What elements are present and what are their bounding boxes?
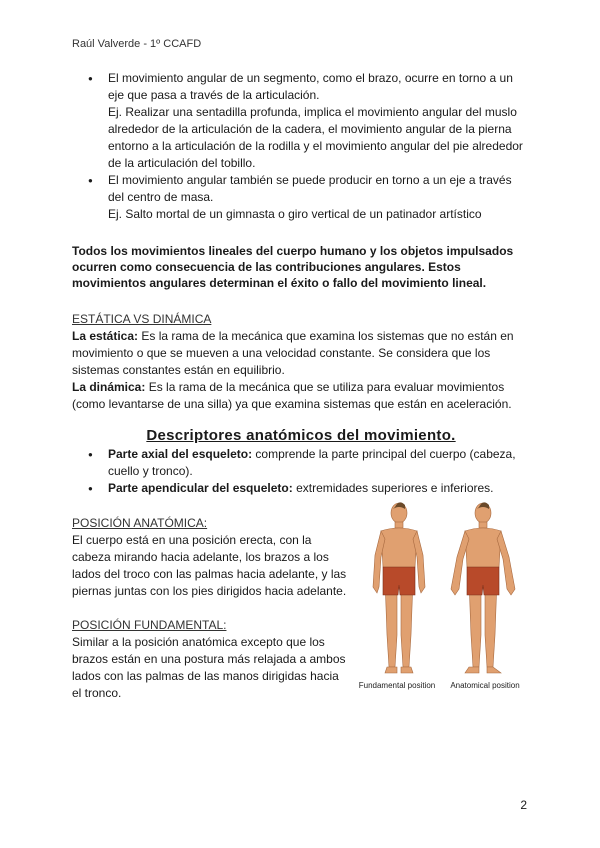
list-item xyxy=(72,172,530,223)
statics-text: Es la rama de la mecánica que examina los sistemas que no están en movimiento o que se mueven a una velocidad constante. Se considera que los sistemas constantes están en equilibrio. xyxy=(72,329,514,377)
fundamental-position-text: Similar a la posición anatómica excepto que los brazos están en una postura más relajada a ambos lados con las palmas de las manos dirigidas hacia el tronco. xyxy=(72,635,346,700)
anatomical-position-title: POSICIÓN ANATÓMICA: xyxy=(72,516,208,530)
anatomical-position-text: El cuerpo está en una posición erecta, con la cabeza mirando hacia adelante, los brazos a los lados del troco con las palmas hacia adelante, y las piernas juntas con los pies dirigidos hacia adelante. xyxy=(72,533,347,598)
anatomical-position-block xyxy=(72,515,350,702)
list-item xyxy=(72,446,530,480)
body-positions-illustration xyxy=(357,495,527,680)
axial-text: comprende la parte principal del cuerpo (cabeza, cuello y tronco). xyxy=(108,447,516,478)
dynamics-definition xyxy=(72,379,530,413)
angular-motion-list xyxy=(72,70,530,223)
list-item-text: ● El movimiento angular de un segmento, como el brazo, ocurre en torno a un eje que pasa a través de la articulación. xyxy=(108,71,513,102)
descriptors-list xyxy=(72,446,530,497)
anatomical-shorts xyxy=(467,567,499,595)
anatomical-position-label: Anatomical position xyxy=(450,681,520,690)
page-header: Raúl Valverde - 1º CCAFD xyxy=(72,38,202,50)
dynamics-term: La dinámica: xyxy=(72,380,146,394)
list-item-text xyxy=(108,446,530,480)
list-item-example: Ej. Salto mortal de un gimnasta o giro vertical de un patinador artístico xyxy=(108,207,482,221)
statics-term: La estática: xyxy=(72,329,139,343)
descriptors-heading: Descriptores anatómicos del movimiento. xyxy=(146,427,456,444)
list-item-text: ● El movimiento angular también se puede producir en torno a un eje a través del centro de masa. xyxy=(108,173,512,204)
fundamental-shorts xyxy=(383,567,415,595)
page-number: 2 xyxy=(520,798,527,812)
axial-term: Parte axial del esqueleto: xyxy=(108,447,253,461)
appendicular-text: extremidades superiores e inferiores. xyxy=(292,481,494,495)
body-positions-figure xyxy=(357,495,527,705)
list-item-example: Ej. Realizar una sentadilla profunda, implica el movimiento angular del muslo alrededor de la articulación de la cadera, el movimiento angular de la pierna entorno a la articulación de la rodilla y el movimiento angular del pie alrededor de la articulación del tobillo. xyxy=(108,105,523,170)
statics-definition xyxy=(72,328,530,379)
linear-motion-statement: Todos los movimientos lineales del cuerpo humano y los objetos impulsados ocurren como consecuencia de las contribuciones angulares. Estos movimientos angulares determinan el éxito o fallo del movimiento lineal. xyxy=(72,244,514,290)
statics-dynamics-title: ESTÁTICA VS DINÁMICA xyxy=(72,312,212,326)
fundamental-position-label: Fundamental position xyxy=(358,681,436,690)
appendicular-term: Parte apendicular del esqueleto: xyxy=(108,481,293,495)
list-item xyxy=(72,70,530,172)
dynamics-text: Es la rama de la mecánica que se utiliza para evaluar movimientos (como levantarse de una silla) ya que examina sistemas que están en aceleración. xyxy=(72,380,512,411)
fundamental-position-title: POSICIÓN FUNDAMENTAL: xyxy=(72,618,227,632)
